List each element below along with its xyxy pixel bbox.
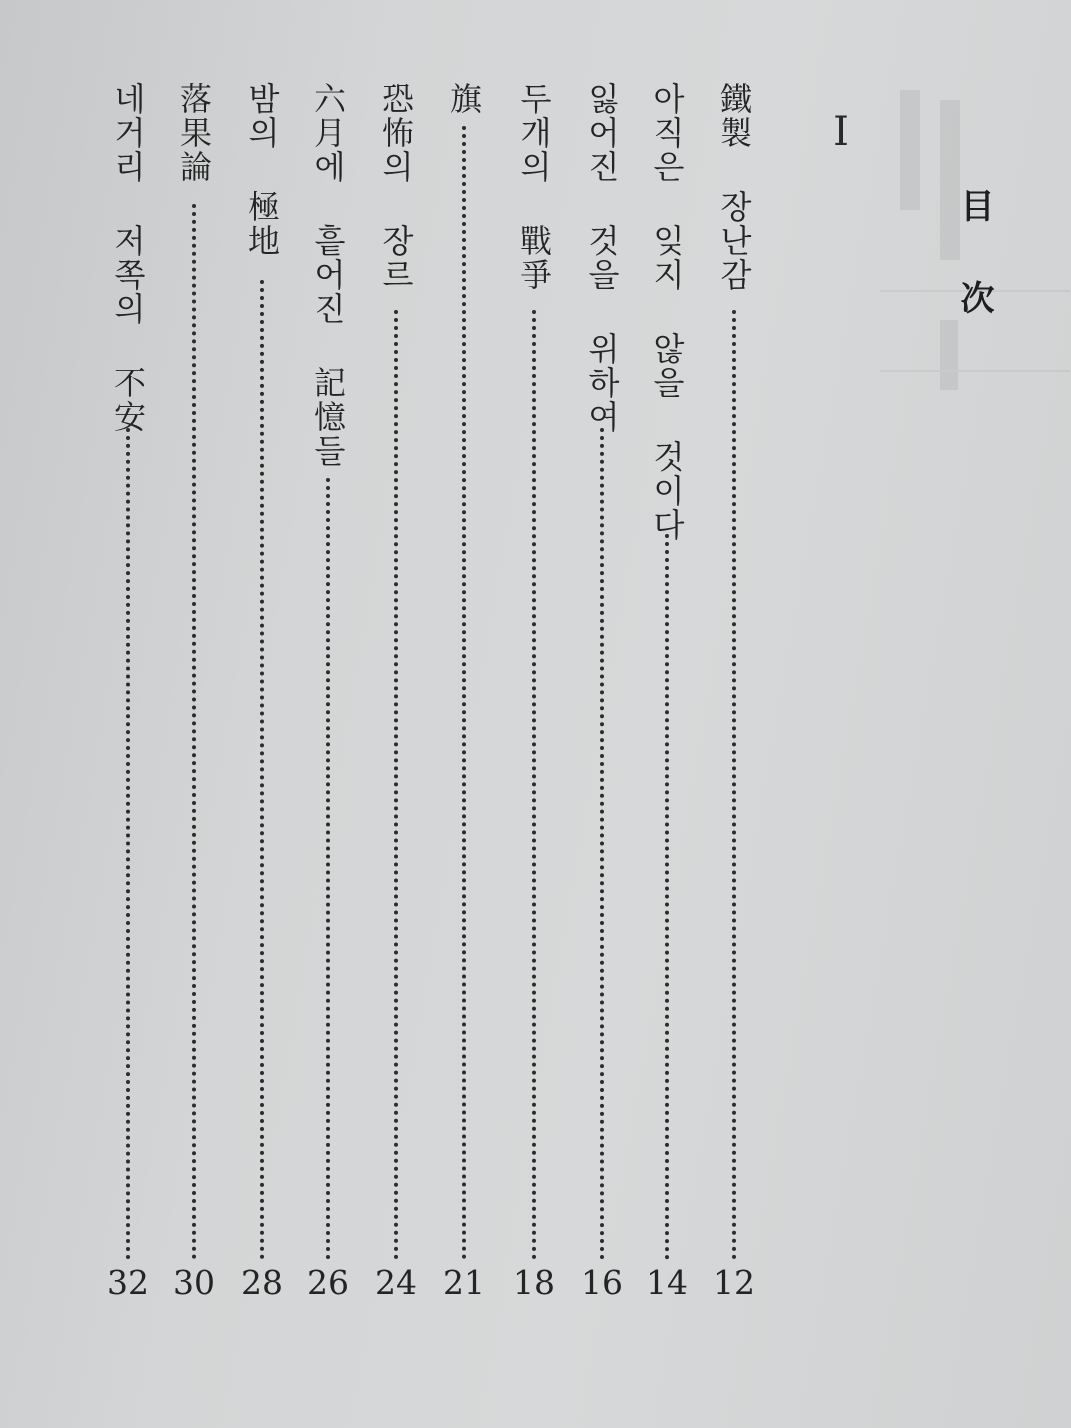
dot-leader xyxy=(126,428,130,1260)
dot-leader xyxy=(462,126,466,1260)
entry-title: 밤의 極地 xyxy=(243,82,281,258)
dot-leader xyxy=(192,204,196,1260)
entry-page-number: 24 xyxy=(375,1263,417,1302)
toc-entry xyxy=(240,82,284,1322)
entry-page-number: 32 xyxy=(107,1263,149,1302)
toc-entry xyxy=(512,82,556,1322)
toc-entry xyxy=(172,82,216,1322)
toc-entry xyxy=(306,82,350,1322)
entry-title: 恐怖의 장르 xyxy=(377,82,415,292)
entry-page-number: 28 xyxy=(241,1263,283,1302)
dot-leader xyxy=(600,428,604,1260)
entry-title: 六月에 흩어진 記憶들 xyxy=(309,82,347,468)
entry-page-number: 14 xyxy=(646,1263,688,1302)
entry-title: 旗 xyxy=(445,82,483,116)
dot-leader xyxy=(665,534,669,1260)
section-number: I xyxy=(833,109,849,155)
toc-entry xyxy=(374,82,418,1322)
toc-entry xyxy=(442,82,486,1322)
toc-entry xyxy=(580,82,624,1322)
entry-page-number: 26 xyxy=(307,1263,349,1302)
toc-entry xyxy=(712,82,756,1322)
entry-page-number: 30 xyxy=(173,1263,215,1302)
dot-leader xyxy=(732,310,736,1260)
dot-leader xyxy=(394,310,398,1260)
dot-leader xyxy=(532,310,536,1260)
toc-entry xyxy=(106,82,150,1322)
entry-title: 落果論 xyxy=(175,82,213,184)
entry-title: 鐵製 장난감 xyxy=(715,82,753,292)
entry-title: 아직은 잊지 않을 것이다 xyxy=(648,82,686,542)
entry-page-number: 16 xyxy=(581,1263,623,1302)
toc-entry xyxy=(645,82,689,1322)
entry-title: 잃어진 것을 위하여 xyxy=(583,82,621,434)
dot-leader xyxy=(326,478,330,1260)
page-title: 目次 xyxy=(954,188,994,372)
entry-page-number: 18 xyxy=(513,1263,555,1302)
entry-title: 두개의 戰爭 xyxy=(515,82,553,292)
entry-page-number: 21 xyxy=(443,1263,485,1302)
entry-page-number: 12 xyxy=(713,1263,755,1302)
dot-leader xyxy=(260,280,264,1260)
entry-title: 네거리 저쪽의 不安 xyxy=(109,82,147,434)
